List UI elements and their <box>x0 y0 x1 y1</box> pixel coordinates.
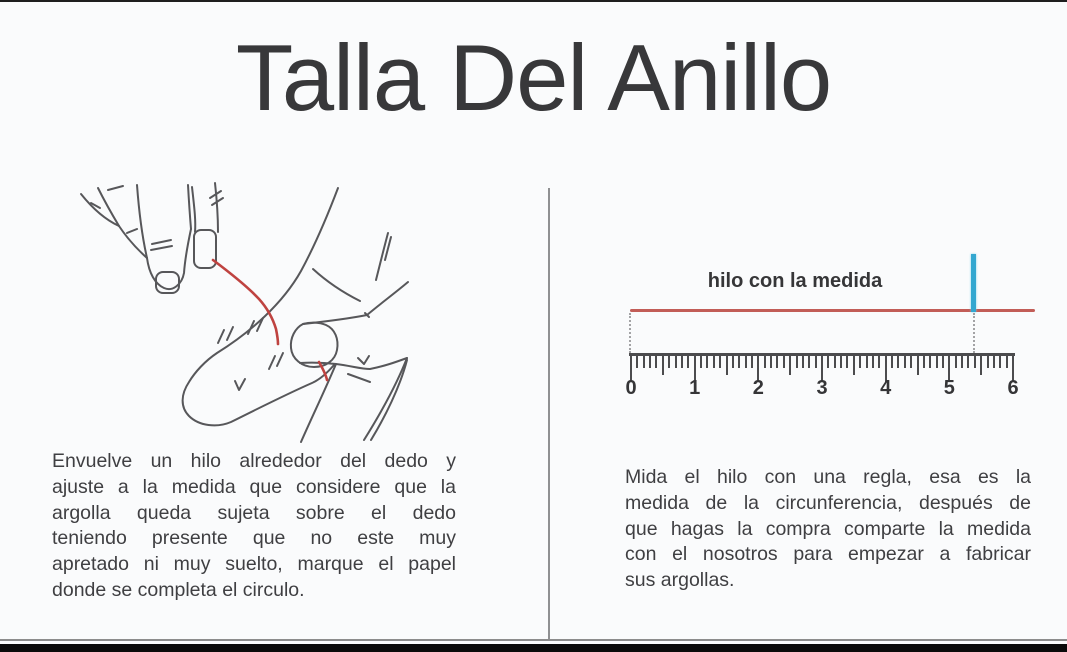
ruler-number: 2 <box>752 377 764 399</box>
left-instructions <box>52 449 456 604</box>
text-line: que hagas la compra comparte la medida <box>625 517 1031 540</box>
ruler-numbers <box>625 353 1019 399</box>
bottom-bar <box>0 644 1067 652</box>
text-line: argolla queda sujeta sobre el dedo <box>52 501 456 524</box>
text-line: donde se completa el circulo. <box>52 578 305 601</box>
ruler-number: 0 <box>625 377 637 399</box>
vertical-divider <box>548 188 550 640</box>
text-line: Envuelve un hilo alrededor del dedo y <box>52 450 456 472</box>
text-line: medida de la circunferencia, después de <box>625 491 1031 514</box>
text-line: apretado ni muy suelto, marque el papel <box>52 553 456 576</box>
thread-length-label: hilo con la medida <box>707 270 883 292</box>
text-line: Mida el hilo con una regla, esa es la <box>625 466 1031 488</box>
page-title: Talla Del Anillo <box>235 25 832 130</box>
ruler-number: 1 <box>689 377 701 399</box>
bottom-divider <box>0 639 1067 641</box>
text-line: con el nosotros para empezar a fabricar <box>625 543 1031 566</box>
text-line: ajuste a la medida que considere que la <box>52 475 456 498</box>
ruler-number: 3 <box>816 377 828 399</box>
ruler-number: 4 <box>880 377 892 399</box>
top-border <box>0 0 1067 2</box>
measurement-marker <box>971 254 976 312</box>
text-line: sus argollas. <box>625 569 735 592</box>
hand-thread-illustration <box>55 172 485 447</box>
ruler-number: 6 <box>1007 377 1019 399</box>
text-line: teniendo presente que no este muy <box>52 527 456 550</box>
right-instructions <box>625 465 1031 594</box>
ruler <box>625 353 1019 403</box>
dotted-guide-start <box>629 313 631 353</box>
dotted-guide-mark <box>973 313 975 353</box>
ruler-number: 5 <box>943 377 955 399</box>
